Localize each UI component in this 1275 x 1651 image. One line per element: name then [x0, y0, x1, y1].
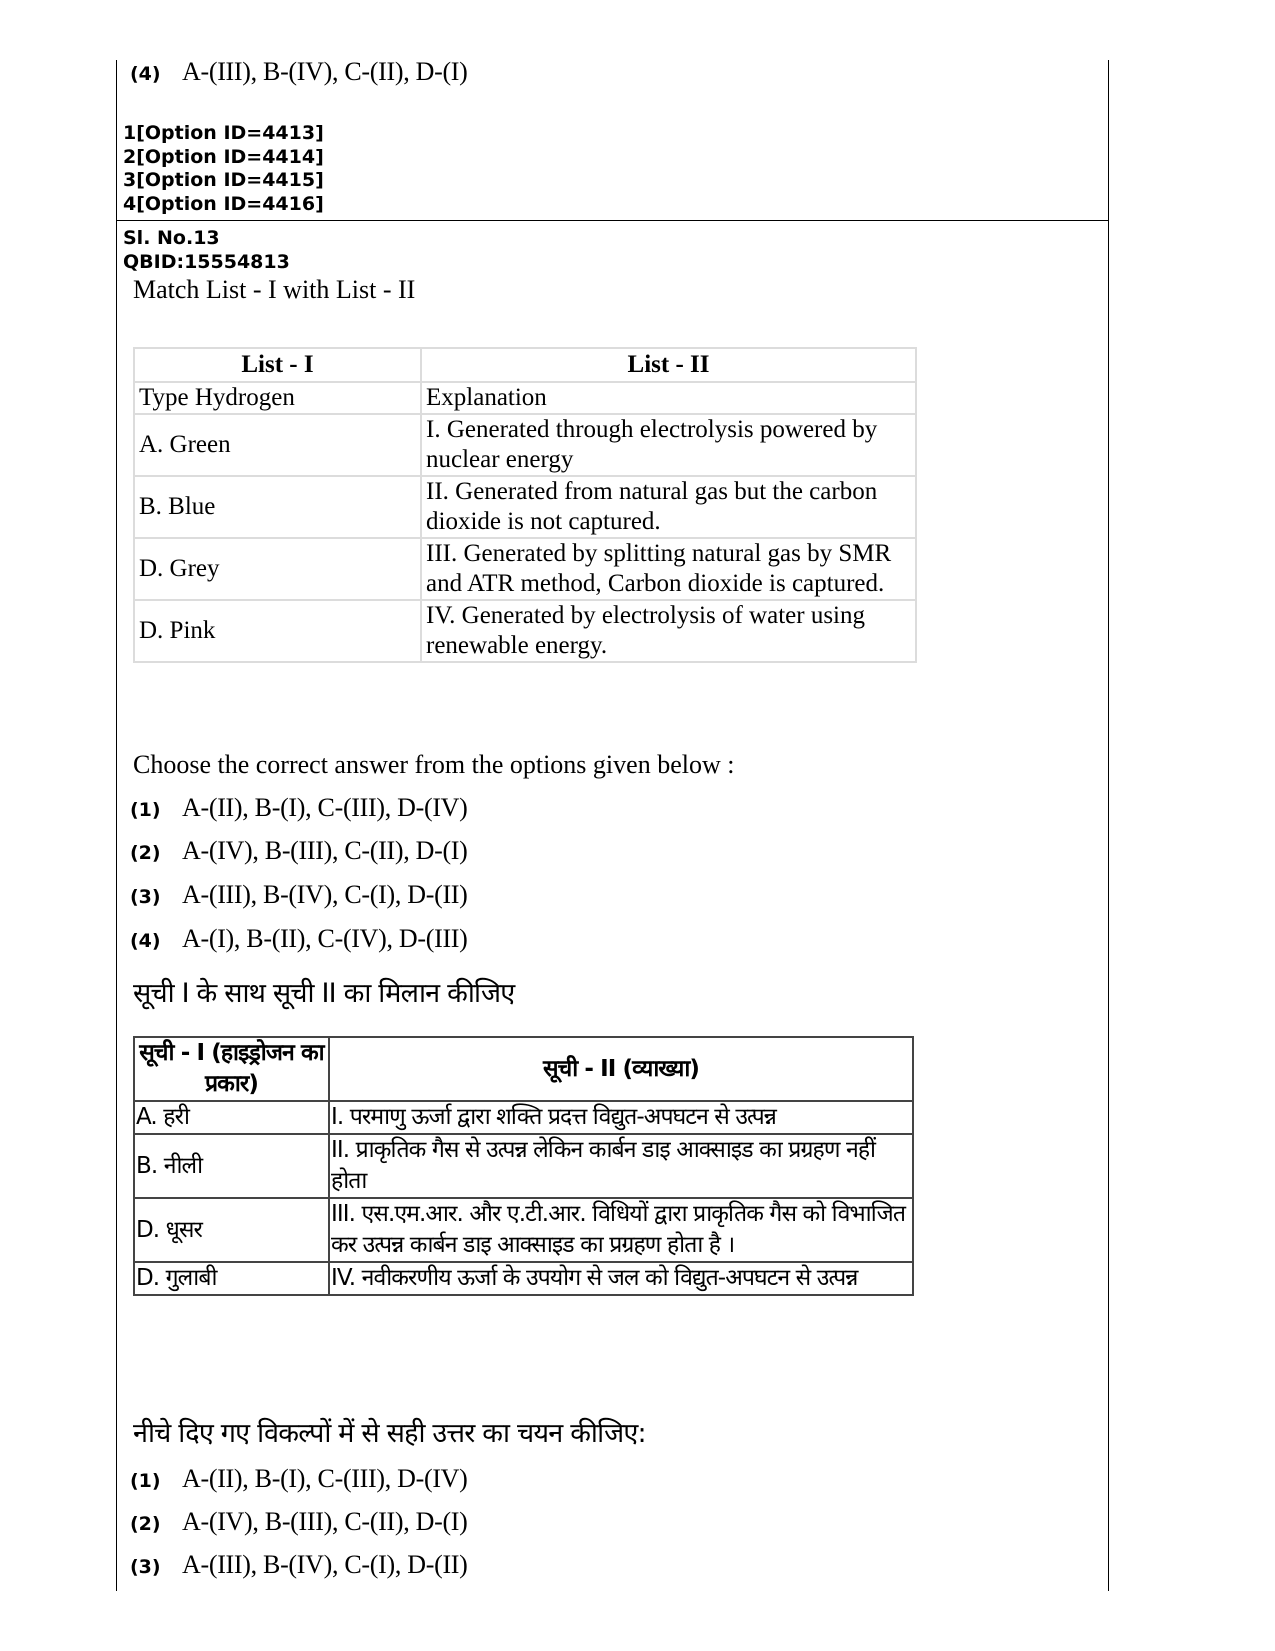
option-id-list — [123, 122, 324, 216]
list-1-cell: D. Grey — [134, 538, 421, 600]
option-text: A-(II), B-(I), C-(III), D-(IV) — [182, 793, 468, 822]
table-row — [134, 538, 916, 600]
right-border — [1108, 60, 1109, 1591]
table-header-row — [134, 1037, 913, 1101]
table-row — [134, 1134, 913, 1198]
option-text: A-(IV), B-(III), C-(II), D-(I) — [182, 836, 468, 865]
option-number: (2) — [130, 842, 161, 864]
option-number: (4) — [130, 930, 161, 952]
list-2-cell: I. Generated through electrolysis powered by nuclear energy — [421, 414, 916, 476]
option-text: A-(IV), B-(III), C-(II), D-(I) — [182, 1507, 468, 1536]
option-text: A-(III), B-(IV), C-(I), D-(II) — [182, 880, 468, 909]
list-2-cell: III. एस.एम.आर. और ए.टी.आर. विधियों द्वारा प्राकृतिक गैस को विभाजित कर उत्पन्न कार्बन डाइ आक्साइड का प्रग्रहण होता है । — [329, 1198, 913, 1262]
option-text: A-(III), B-(IV), C-(II), D-(I) — [182, 57, 468, 86]
list-1-cell: A. हरी — [134, 1101, 329, 1134]
list-2-cell: III. Generated by splitting natural gas by SMR and ATR method, Carbon dioxide is captured. — [421, 538, 916, 600]
table-row — [134, 414, 916, 476]
hindi-option-3 — [130, 1550, 468, 1580]
serial-number: Sl. No.13 — [123, 227, 220, 249]
option-number: (1) — [130, 1470, 161, 1492]
option-id: 4[Option ID=4416] — [123, 192, 324, 215]
option-text: A-(II), B-(I), C-(III), D-(IV) — [182, 1464, 468, 1493]
list-2-cell: I. परमाणु ऊर्जा द्वारा शक्ति प्रदत्त विद्युत-अपघटन से उत्पन्न — [329, 1101, 913, 1134]
hindi-option-2 — [130, 1507, 468, 1537]
option-1 — [130, 793, 468, 823]
hindi-option-1 — [130, 1464, 468, 1494]
list-1-cell: B. Blue — [134, 476, 421, 538]
english-prompt: Match List - I with List - II — [133, 275, 416, 304]
english-match-table — [133, 347, 917, 663]
table-row — [134, 476, 916, 538]
list-2-cell: IV. Generated by electrolysis of water using renewable energy. — [421, 600, 916, 662]
table-row — [134, 1101, 913, 1134]
question-divider — [116, 220, 1109, 221]
option-number: (4) — [130, 63, 161, 85]
list-2-header: List - II — [421, 348, 916, 382]
question-header — [123, 227, 290, 274]
qbid: QBID:15554813 — [123, 250, 290, 273]
list-1-cell: Type Hydrogen — [134, 382, 421, 414]
english-instruction: Choose the correct answer from the options given below : — [133, 750, 735, 779]
list-1-cell: B. नीली — [134, 1134, 329, 1198]
list-2-cell: IV. नवीकरणीय ऊर्जा के उपयोग से जल को विद्युत-अपघटन से उत्पन्न — [329, 1262, 913, 1295]
option-id: 3[Option ID=4415] — [123, 169, 324, 191]
list-2-cell: II. प्राकृतिक गैस से उत्पन्न लेकिन कार्बन डाइ आक्साइड का प्रग्रहण नहीं होता — [329, 1134, 913, 1198]
list-2-header: सूची - II (व्याख्या) — [329, 1037, 913, 1101]
table-header-row — [134, 348, 916, 382]
option-number: (2) — [130, 1513, 161, 1535]
hindi-instruction: नीचे दिए गए विकल्पों में से सही उत्तर का चयन कीजिए: — [133, 1418, 646, 1449]
table-row — [134, 600, 916, 662]
left-border — [116, 60, 117, 1591]
table-row — [134, 1198, 913, 1262]
list-2-cell: Explanation — [421, 382, 916, 414]
list-2-cell: II. Generated from natural gas but the carbon dioxide is not captured. — [421, 476, 916, 538]
table-row — [134, 382, 916, 414]
option-4 — [130, 924, 468, 954]
list-1-cell: A. Green — [134, 414, 421, 476]
hindi-prompt: सूची I के साथ सूची II का मिलान कीजिए — [133, 978, 515, 1009]
option-number: (3) — [130, 1556, 161, 1578]
option-text: A-(III), B-(IV), C-(I), D-(II) — [182, 1550, 468, 1579]
list-1-cell: D. Pink — [134, 600, 421, 662]
option-number: (3) — [130, 886, 161, 908]
option-text: A-(I), B-(II), C-(IV), D-(III) — [182, 924, 468, 953]
list-1-cell: D. धूसर — [134, 1198, 329, 1262]
option-id: 1[Option ID=4413] — [123, 122, 324, 144]
hindi-match-table — [133, 1036, 914, 1296]
option-3 — [130, 880, 468, 910]
table-row — [134, 1262, 913, 1295]
option-id: 2[Option ID=4414] — [123, 145, 324, 168]
list-1-header: सूची - I (हाइड्रोजन का प्रकार) — [134, 1037, 329, 1101]
list-1-header: List - I — [134, 348, 421, 382]
option-number: (1) — [130, 799, 161, 821]
list-1-cell: D. गुलाबी — [134, 1262, 329, 1295]
option-2 — [130, 836, 468, 866]
prev-option-4 — [130, 57, 468, 87]
